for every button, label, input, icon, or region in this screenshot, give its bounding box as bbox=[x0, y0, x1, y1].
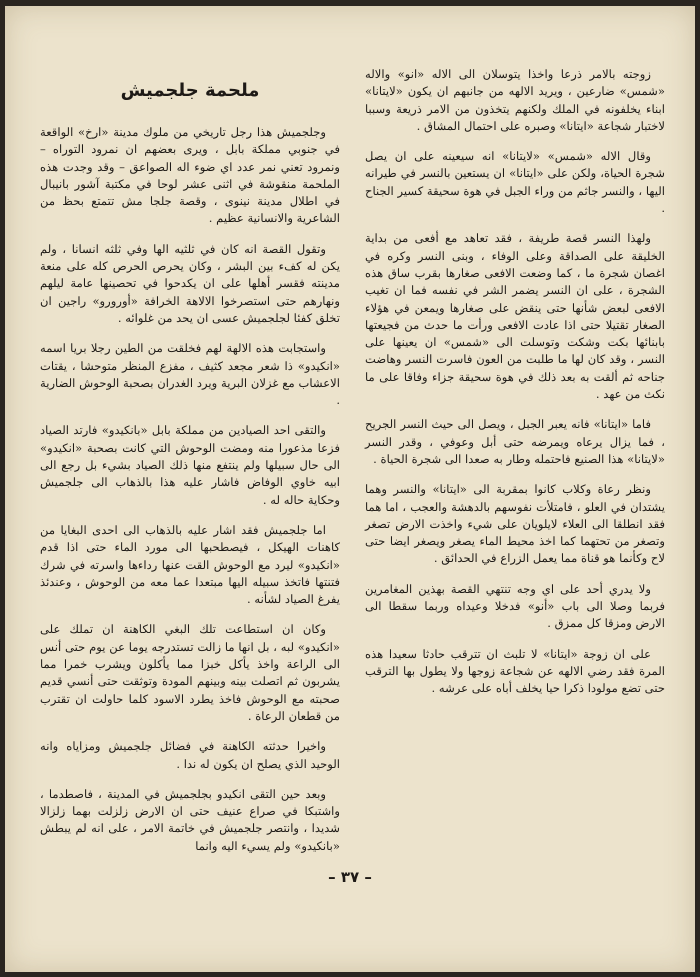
book-page bbox=[5, 6, 695, 972]
paragraph: وتقول القصة انه كان في ثلثيه الها وفي ثلثه انسانا ، ولم يكن له كفء بين البشر ، وكان يحرص الحرص كله على منعة مدينته فقسر أهلها على ان يكدحوا في تحصينها عامة ليلهم ونهارهم حتى استصرخوا الالاهة الخرافة «أورورو» راجين ان تخلق كفئا لجلجميش عسى ان يحد من غلوائه . bbox=[40, 241, 340, 325]
paragraph: على ان زوجة «ايتانا» لا تلبث ان تترقب حادثا سعيدا هذه المرة فقد رضي الالهه عن شجاعة زوجها ولا يطول بها الترقب حتى تضع مولودا ذكرا حيا يخلف أباه على عرشه . bbox=[365, 646, 665, 696]
paragraph: ولهذا النسر قصة طريفة ، فقد تعاهد مع أفعى من بداية الخليقة على الصداقة وعلى الوفاء ، وبنى النسر وكره في اغصان شجرة ما ، كما وضعت الافعى صغارها بقرب ساق هذه الشجرة ، على ان النسر يضمر الشر في نفسه فما ان تغيب الافعى لبعض شأنها حتى ينقض على صغارها ويمعن في هؤلاء الصغار تقتيلا حتى اذا عادت الافعى ورأت ما حدث من فجيعتها بابنائها بكت وشكت وتوسلت الى «شمس» ان يعينها على النسر ، وقد كان لها ما طلبت من العون فاسرت النسر وهاضت جناحه ثم ألقت به بعد ذلك في هوة سحيقة جزاء وفاقا على ما نكث من عهد . bbox=[365, 231, 665, 402]
page-number: – ٣٧ – bbox=[328, 868, 372, 886]
paragraph: وقال الاله «شمس» «لايتانا» انه سيعينه على ان يصل شجرة الحياة، ولكن على «ايتانا» ان يستعين بالنسر في طيرانه اليها ، والنسر جاثم من وراء الجبل في هوة سحيقة كسير الجناح . bbox=[365, 149, 665, 216]
paragraph: فاما «ايتانا» فانه يعبر الجبل ، ويصل الى حيث النسر الجريح ، فما يزال يرعاه ويمرضه حتى أبل وعوفي ، وقدر النسر «لايتانا» هذا الصنيع فاحتمله وطار به صعدا الى شجرة الحياة . bbox=[365, 417, 665, 466]
paragraph: ولا يدري أحد على اي وجه تنتهي القصة بهذين المغامرين فربما وصلا الى باب «أنو» فدخلا وعيداه وربما سقطا الى الارض ومزقا كل ممزق . bbox=[365, 581, 665, 631]
paragraph: واستجابت هذه الالهة لهم فخلقت من الطين رجلا بريا اسمه «انكيدو» ذا شعر مجعد كثيف ، مفزع المنظر متوحشا ، يقتات الاعشاب مع غزلان البرية ويرد الغدران بصحبة الوحوش الضارية . bbox=[40, 341, 340, 408]
paragraph: واخيرا حدثته الكاهنة في فضائل جلجميش ومزاياه وانه الوحيد الذي يصلح ان يكون له ندا . bbox=[40, 739, 340, 771]
paragraph: اما جلجميش فقد اشار عليه بالذهاب الى احدى البغايا من كاهنات الهيكل ، فيصطحبها الى مورد الماء حتى اذا قدم «انكيدو» ليرد مع الوحوش القت عنها رداءها واسرته في شرك فتنتها فاتخذ سبيله اليها مبتعدا عما معه من الوحوش ، وعندئذ يفرغ الصياد لشأنه . bbox=[40, 522, 340, 607]
paragraph: والتقى احد الصيادين من مملكة بابل «بانكيدو» فارتد الصياد فزعا مذعورا منه ومضت الوحوش التي كانت بصحبة «انكيدو» الى حال سبيلها ولم ينتفع منها ذلك الصياد بشيء بل رجع الى ابيه خاوي الوفاض فاشار عليه هذا بالذهاب الى جلجميش وحكاية حاله له . bbox=[40, 423, 340, 507]
paragraph: وجلجميش هذا رجل تاريخي من ملوك مدينة «ارخ» الواقعة في جنوبي مملكة بابل ، ويرى بعضهم ان نمرود التوراه – ونمرود تعني نمر عدد اي ضوء اله الصواعق – وقد وجدت هذه الملحمة منقوشة في اثنى عشر لوحا في مكتبة آشور بانيبال في اطلال مدينة نينوى ، وقصة جلجا مش تتمتع بحظ من الشاعرية والانسانية عظيم . bbox=[40, 125, 340, 226]
paragraph: وكان ان استطاعت تلك البغي الكاهنة ان تملك على «انكيدو» لبه ، بل انها ما زالت تستدرجه يوما عن يوم حتى أنس الى الراعة واخذ يأكل خبزا مما يأكلون ويشرب خمرا مما يشربون ثم اتصلت بينه وبينهم المودة وتوثقت حتى أنسي قديم صحبته مع الوحوش فاخذ يطرد الاسود كلما حاولت ان تقترب من قطعان الرعاة . bbox=[40, 622, 340, 723]
article-title: ملحمة جلجميش bbox=[120, 80, 260, 101]
paragraph: ونظر رعاة وكلاب كانوا بمقربة الى «ايتانا» والنسر وهما يشتدان في العلو ، فامتلأت نفوسهم بالدهشة والعجب ، اما هما فقد انطلقا الى العلاء لايلويان على شيء واخذت الارض تصغر وتصغر من تحتهما كما اخذ محيط الماء يصغر ويصغر ايضا حتى لاح وكأنما هو قناة مما يعمل الزراع في الحدائق . bbox=[365, 482, 665, 566]
left-column bbox=[40, 124, 340, 868]
paragraph: زوجته بالامر ذرعا واخذا يتوسلان الى الاله «انو» والاله «شمس» ضارعين ، ويريد الالهه من جانبهم ان يكون «لايتانا» ابناء يخلفونه في الملك ولكنهم يتخذون من الامر ذريعة وسببا لاختبار شجاعة «ايتانا» وصبره على احتمال المشاق . bbox=[365, 67, 665, 133]
right-column bbox=[365, 66, 665, 711]
paragraph: وبعد حين التقى انكيدو بجلجميش في المدينة ، فاصطدما ، واشتبكا في صراع عنيف حتى ان الارض زلزلت بهما زلزالا شديدا ، وانتصر جلجميش في خاتمة الامر ، على انه لم يبطش «بانكيدو» ولم يسيء اليه وانما bbox=[40, 786, 340, 853]
